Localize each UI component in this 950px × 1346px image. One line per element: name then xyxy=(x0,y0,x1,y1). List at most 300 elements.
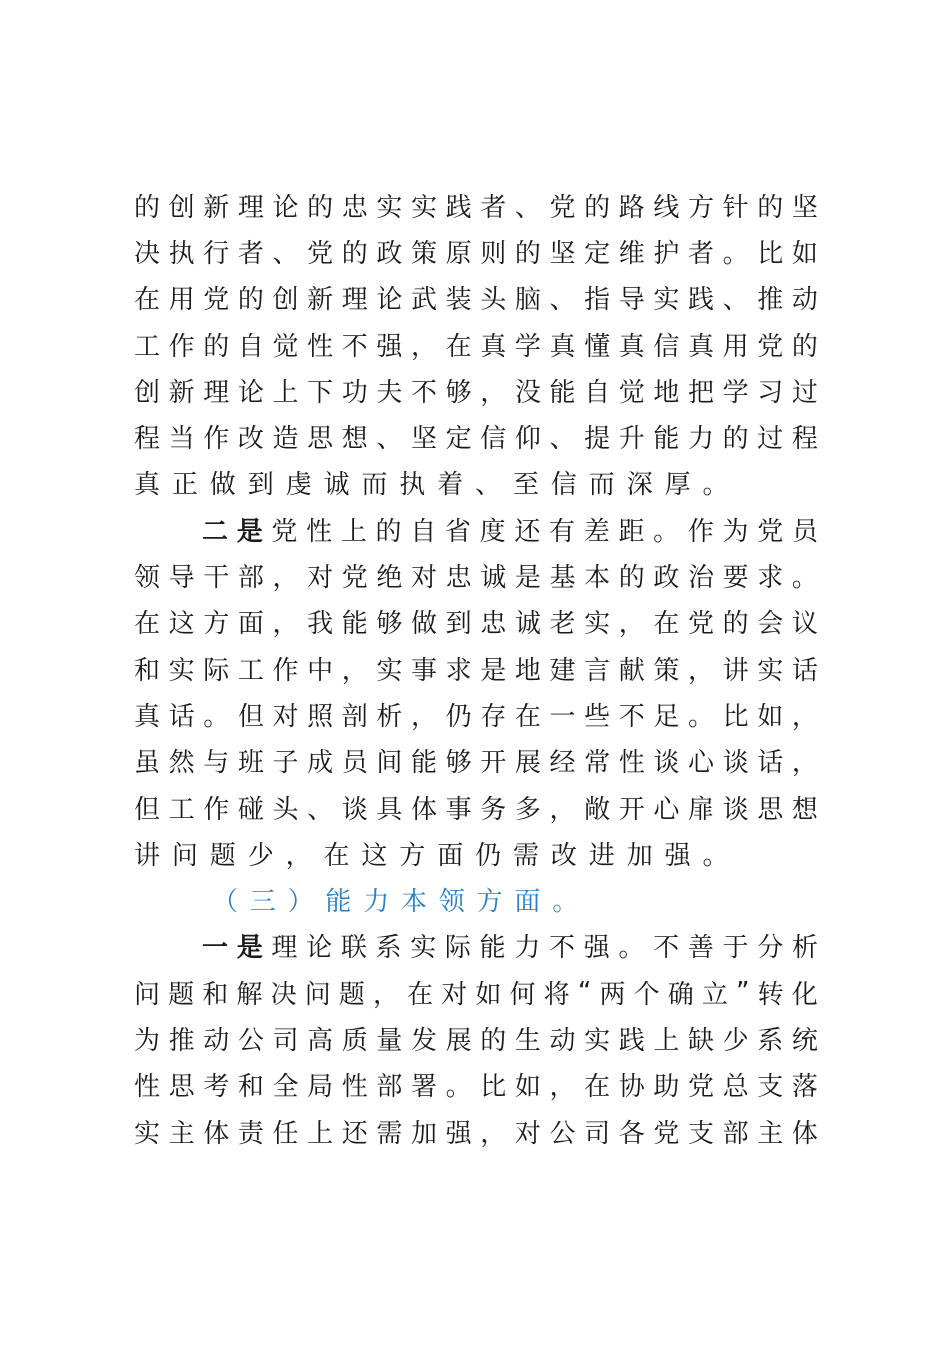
line-char: 谈 xyxy=(722,748,749,779)
line-char: 考 xyxy=(203,1072,230,1103)
text-line xyxy=(134,552,818,598)
line-char: 理 xyxy=(237,192,264,223)
line-char: 本 xyxy=(584,563,611,594)
line-char: 间 xyxy=(376,748,403,779)
line-char: 还 xyxy=(341,1118,368,1149)
line-char: 决 xyxy=(134,238,161,269)
line-char: 定 xyxy=(584,238,611,269)
line-char: 、 xyxy=(722,285,749,316)
line-char: 的 xyxy=(757,192,784,223)
line-char: 觉 xyxy=(618,377,645,408)
line-char: 动 xyxy=(549,1025,576,1056)
line-char: 党 xyxy=(203,285,230,316)
line-char: 量 xyxy=(376,1025,403,1056)
line-char: 性 xyxy=(134,1072,161,1103)
line-char: 行 xyxy=(203,238,230,269)
line-char: 如 xyxy=(514,1072,541,1103)
line-char: 新 xyxy=(203,192,230,223)
line-char: 在 xyxy=(134,609,161,640)
line-char: 觉 xyxy=(272,331,299,362)
line-char: 坚 xyxy=(411,424,438,455)
line-char: 敞 xyxy=(584,794,611,825)
line-char: 谈 xyxy=(653,748,680,779)
line-char: 体 xyxy=(791,1118,818,1149)
line-char: 言 xyxy=(584,655,611,686)
text-line xyxy=(134,182,818,228)
line-char: 对 xyxy=(272,701,299,732)
line-char: 员 xyxy=(791,516,818,547)
line-char: 思 xyxy=(757,794,784,825)
line-char: 会 xyxy=(757,609,784,640)
line-char: 武 xyxy=(411,285,438,316)
line-char: 总 xyxy=(722,1072,749,1103)
line-char: 提 xyxy=(584,424,611,455)
line-char: 话 xyxy=(168,701,195,732)
line-char: 绝 xyxy=(376,563,403,594)
line-char: 够 xyxy=(445,748,472,779)
line-char: 实 xyxy=(410,933,437,964)
line-char: 导 xyxy=(618,285,645,316)
line-char: 如 xyxy=(757,701,784,732)
line-char: 头 xyxy=(480,285,507,316)
line-char: 求 xyxy=(445,655,472,686)
line-char: 功 xyxy=(341,377,368,408)
line-char: 实 xyxy=(757,655,784,686)
line-char: 和 xyxy=(237,1072,264,1103)
line-char: 转 xyxy=(757,979,784,1010)
line-char: 比 xyxy=(722,701,749,732)
line-char: 照 xyxy=(307,701,334,732)
line-char: 的 xyxy=(237,285,264,316)
line-char: 论 xyxy=(237,377,264,408)
line-char: 诚 xyxy=(514,609,541,640)
text-line xyxy=(134,1108,818,1154)
line-char: 心 xyxy=(688,748,715,779)
line-char: 体 xyxy=(203,1118,230,1149)
line-char: 真 xyxy=(480,331,507,362)
line-char: 讲 xyxy=(722,655,749,686)
line-char: 与 xyxy=(203,748,230,779)
line-char: 的 xyxy=(203,331,230,362)
text-line xyxy=(134,321,818,367)
line-char: 自 xyxy=(584,377,611,408)
line-char: 司 xyxy=(584,1118,611,1149)
line-char: 但 xyxy=(134,794,161,825)
line-char: 忠 xyxy=(445,563,472,594)
line-char: 的 xyxy=(375,516,402,547)
text-line xyxy=(134,784,818,830)
text-line xyxy=(134,275,818,321)
line-char: 思 xyxy=(307,424,334,455)
line-char: 少 xyxy=(722,1025,749,1056)
line-char: 分 xyxy=(757,933,784,964)
line-char: 力 xyxy=(514,933,541,964)
line-char: 求 xyxy=(757,563,784,594)
line-char: 心 xyxy=(653,794,680,825)
line-char: 强 xyxy=(376,331,403,362)
line-char: 还 xyxy=(514,516,541,547)
paragraph-first-line xyxy=(134,506,818,552)
line-char: 忠 xyxy=(341,192,368,223)
line-char: 。 xyxy=(445,1072,472,1103)
line-char: 对 xyxy=(441,979,468,1010)
line-char: 干 xyxy=(203,563,230,594)
line-char: ， xyxy=(480,377,507,408)
line-char: 然 xyxy=(168,748,195,779)
line-char: 、 xyxy=(376,424,403,455)
line-char: 碰 xyxy=(237,794,264,825)
line-char: 足 xyxy=(653,701,680,732)
line-char: 实 xyxy=(584,1025,611,1056)
line-char: 不 xyxy=(653,933,680,964)
line-char: 性 xyxy=(341,1072,368,1103)
line-char: 性 xyxy=(307,331,334,362)
line-char: 能 xyxy=(411,748,438,779)
line-char: 践 xyxy=(618,1025,645,1056)
line-char: 动 xyxy=(203,1025,230,1056)
line-char: 为 xyxy=(722,516,749,547)
line-char: 夫 xyxy=(376,377,403,408)
text-line xyxy=(134,969,818,1015)
line-char: 的 xyxy=(618,563,645,594)
line-char: 作 xyxy=(272,655,299,686)
line-char: 上 xyxy=(307,1118,334,1149)
line-char: 真 xyxy=(134,701,161,732)
line-char: 定 xyxy=(445,424,472,455)
line-char: 真 xyxy=(549,331,576,362)
line-char: 班 xyxy=(237,748,264,779)
line-char: 议 xyxy=(791,609,818,640)
line-char: 在 xyxy=(445,331,472,362)
line-char: ， xyxy=(549,1072,576,1103)
line-char: 对 xyxy=(411,563,438,594)
line-char: 加 xyxy=(411,1118,438,1149)
line-char: 党 xyxy=(757,331,784,362)
line-char: 推 xyxy=(757,285,784,316)
line-char: 仰 xyxy=(514,424,541,455)
line-char: 事 xyxy=(445,794,472,825)
line-char: 创 xyxy=(134,377,161,408)
line-char: 局 xyxy=(307,1072,334,1103)
line-char: 策 xyxy=(411,238,438,269)
line-char: 想 xyxy=(791,794,818,825)
line-char: 能 xyxy=(479,933,506,964)
line-char: 地 xyxy=(514,655,541,686)
line-char: 上 xyxy=(340,516,367,547)
line-char: 者 xyxy=(688,238,715,269)
text-line xyxy=(134,691,818,737)
line-char: 话 xyxy=(791,655,818,686)
line-char: 何 xyxy=(509,979,536,1010)
line-char: 将 xyxy=(543,979,570,1010)
section-heading-text: （三）能力本领方面。 xyxy=(212,887,591,918)
line-text: 讲问题少，在这方面仍需改进加强。 xyxy=(134,840,741,871)
line-char: 剖 xyxy=(341,701,368,732)
line-char: 学 xyxy=(514,331,541,362)
line-char: 工 xyxy=(168,794,195,825)
line-char: ， xyxy=(688,655,715,686)
line-char: 懂 xyxy=(584,331,611,362)
line-char: 信 xyxy=(653,331,680,362)
line-char: 基 xyxy=(549,563,576,594)
line-char: 中 xyxy=(307,655,334,686)
line-char: 和 xyxy=(134,655,161,686)
line-char: 真 xyxy=(618,331,645,362)
line-char: 想 xyxy=(341,424,368,455)
line-char: 统 xyxy=(791,1025,818,1056)
line-char: 在 xyxy=(653,609,680,640)
line-char: 扉 xyxy=(688,794,715,825)
line-char: 、 xyxy=(549,285,576,316)
line-char: 力 xyxy=(688,424,715,455)
line-char: 党 xyxy=(549,192,576,223)
lead-char: 是 xyxy=(236,516,263,547)
line-char: ， xyxy=(549,794,576,825)
line-char: 生 xyxy=(514,1025,541,1056)
line-char: 高 xyxy=(307,1025,334,1056)
line-char: 实 xyxy=(411,192,438,223)
line-char: 具 xyxy=(376,794,403,825)
lead-char: 一 xyxy=(202,933,229,964)
line-char: 政 xyxy=(376,238,403,269)
line-char: 治 xyxy=(688,563,715,594)
line-char: 全 xyxy=(272,1072,299,1103)
line-char: 党 xyxy=(757,516,784,547)
line-char: 论 xyxy=(376,285,403,316)
line-char: 针 xyxy=(722,192,749,223)
line-char: 党 xyxy=(688,609,715,640)
line-char: 坚 xyxy=(549,238,576,269)
line-char: 助 xyxy=(653,1072,680,1103)
line-char: 支 xyxy=(757,1072,784,1103)
line-char: 改 xyxy=(237,424,264,455)
line-char: 是 xyxy=(480,655,507,686)
line-char: 则 xyxy=(480,238,507,269)
text-line xyxy=(134,599,818,645)
line-char: 的 xyxy=(584,192,611,223)
line-char: 面 xyxy=(237,609,264,640)
line-char: 事 xyxy=(411,655,438,686)
line-char: 作 xyxy=(168,331,195,362)
line-char: 、 xyxy=(514,192,541,223)
line-char: 党 xyxy=(271,516,298,547)
line-char: 。 xyxy=(791,563,818,594)
line-char: 的 xyxy=(307,192,334,223)
line-char: 主 xyxy=(757,1118,784,1149)
line-char: 展 xyxy=(445,1025,472,1056)
line-char: 够 xyxy=(376,609,403,640)
line-char: 实 xyxy=(584,609,611,640)
line-char: 地 xyxy=(653,377,680,408)
line-char: 问 xyxy=(304,979,331,1010)
line-char: 的 xyxy=(480,1025,507,1056)
line-char: 强 xyxy=(583,933,610,964)
line-char: 路 xyxy=(618,192,645,223)
line-char: 解 xyxy=(236,979,263,1010)
line-char: 对 xyxy=(514,1118,541,1149)
line-char: 缺 xyxy=(688,1025,715,1056)
text-line xyxy=(134,645,818,691)
line-char: 原 xyxy=(445,238,472,269)
line-char: 理 xyxy=(341,285,368,316)
line-char: 。 xyxy=(203,701,230,732)
line-char: 不 xyxy=(549,933,576,964)
line-char: 方 xyxy=(688,192,715,223)
line-char: 的 xyxy=(134,192,161,223)
line-char: 上 xyxy=(653,1025,680,1056)
line-char: 理 xyxy=(271,933,298,964)
line-char: 策 xyxy=(653,655,680,686)
line-char: 度 xyxy=(479,516,506,547)
line-char: 的 xyxy=(722,424,749,455)
line-char: ， xyxy=(272,609,299,640)
line-char: 员 xyxy=(341,748,368,779)
line-char: 性 xyxy=(306,516,333,547)
line-char: 用 xyxy=(168,285,195,316)
line-char: 头 xyxy=(272,794,299,825)
line-char: 动 xyxy=(791,285,818,316)
line-char: 维 xyxy=(618,238,645,269)
line-char: 各 xyxy=(618,1118,645,1149)
line-char: 如 xyxy=(791,238,818,269)
line-char: 。 xyxy=(722,238,749,269)
line-char: 线 xyxy=(653,192,680,223)
line-char: 开 xyxy=(480,748,507,779)
line-char: ” xyxy=(736,977,750,1008)
line-char: 体 xyxy=(411,794,438,825)
line-char: 开 xyxy=(618,794,645,825)
text-line xyxy=(134,228,818,274)
line-char: 工 xyxy=(134,331,161,362)
line-char: ， xyxy=(272,563,299,594)
paragraph-last-line xyxy=(134,460,818,506)
line-char: 公 xyxy=(237,1025,264,1056)
line-char: 、 xyxy=(272,238,299,269)
line-char: 实 xyxy=(653,285,680,316)
line-char: 信 xyxy=(480,424,507,455)
line-char: 不 xyxy=(618,701,645,732)
line-char: 立 xyxy=(701,979,728,1010)
line-char: 用 xyxy=(722,331,749,362)
line-char: 决 xyxy=(270,979,297,1010)
line-char: 升 xyxy=(618,424,645,455)
line-char: ， xyxy=(372,979,399,1010)
text-line xyxy=(134,1062,818,1108)
line-char: 责 xyxy=(237,1118,264,1149)
line-char: 忠 xyxy=(480,609,507,640)
line-char: 际 xyxy=(444,933,471,964)
line-char: 个 xyxy=(633,979,660,1010)
line-char: 上 xyxy=(272,377,299,408)
line-char: 真 xyxy=(688,331,715,362)
line-char: 系 xyxy=(757,1025,784,1056)
line-char: 党 xyxy=(653,1118,680,1149)
line-char: 推 xyxy=(168,1025,195,1056)
line-char: 理 xyxy=(203,377,230,408)
line-char: 政 xyxy=(653,563,680,594)
line-char: 坚 xyxy=(791,192,818,223)
line-char: 确 xyxy=(667,979,694,1010)
line-char: 、 xyxy=(307,794,334,825)
line-char: 老 xyxy=(549,609,576,640)
line-char: 过 xyxy=(757,424,784,455)
line-char: 能 xyxy=(341,609,368,640)
line-char: 题 xyxy=(168,979,195,1010)
line-char: 党 xyxy=(341,563,368,594)
line-char: 工 xyxy=(237,655,264,686)
text-line xyxy=(134,1015,818,1061)
line-char: 论 xyxy=(272,192,299,223)
line-char: 差 xyxy=(583,516,610,547)
line-char: 化 xyxy=(791,979,818,1010)
line-char: 要 xyxy=(722,563,749,594)
line-char: 到 xyxy=(445,609,472,640)
line-char: 程 xyxy=(134,424,161,455)
text-line xyxy=(134,738,818,784)
line-char: 的 xyxy=(791,331,818,362)
line-char: 护 xyxy=(653,238,680,269)
text-line xyxy=(134,413,818,459)
line-char: 不 xyxy=(411,377,438,408)
line-char: 践 xyxy=(688,285,715,316)
line-char: 我 xyxy=(307,609,334,640)
paragraph-first-line xyxy=(134,923,818,969)
line-char: 题 xyxy=(338,979,365,1010)
line-char: 省 xyxy=(444,516,471,547)
line-char: 对 xyxy=(307,563,334,594)
line-char: 为 xyxy=(134,1025,161,1056)
line-char: 脑 xyxy=(514,285,541,316)
line-char: 多 xyxy=(514,794,541,825)
line-char: 比 xyxy=(757,238,784,269)
line-char: 话 xyxy=(757,748,784,779)
line-char: 建 xyxy=(549,655,576,686)
line-char: 一 xyxy=(549,701,576,732)
line-char: “ xyxy=(577,977,592,1008)
line-char: 创 xyxy=(168,192,195,223)
line-char: 子 xyxy=(272,748,299,779)
line-char: 公 xyxy=(549,1118,576,1149)
line-char: 做 xyxy=(411,609,438,640)
line-char: 距 xyxy=(618,516,645,547)
line-char: 者 xyxy=(480,192,507,223)
line-char: 能 xyxy=(549,377,576,408)
line-char: 者 xyxy=(237,238,264,269)
line-char: 自 xyxy=(237,331,264,362)
line-char: 。 xyxy=(618,933,645,964)
line-char: 造 xyxy=(272,424,299,455)
line-char: 在 xyxy=(514,701,541,732)
line-char: 作 xyxy=(687,516,714,547)
line-char: ， xyxy=(791,748,818,779)
line-char: 善 xyxy=(687,933,714,964)
line-char: 问 xyxy=(134,979,161,1010)
line-char: 学 xyxy=(722,377,749,408)
line-char: 是 xyxy=(514,563,541,594)
line-char: 协 xyxy=(618,1072,645,1103)
line-char: 献 xyxy=(618,655,645,686)
line-char: ， xyxy=(341,655,368,686)
line-char: 。 xyxy=(653,516,680,547)
line-char: ， xyxy=(411,701,438,732)
line-char: 如 xyxy=(475,979,502,1010)
line-char: 主 xyxy=(168,1118,195,1149)
line-char: 经 xyxy=(549,748,576,779)
line-char: 、 xyxy=(549,424,576,455)
line-char: 实 xyxy=(376,192,403,223)
line-char: 能 xyxy=(653,424,680,455)
line-char: 落 xyxy=(791,1072,818,1103)
